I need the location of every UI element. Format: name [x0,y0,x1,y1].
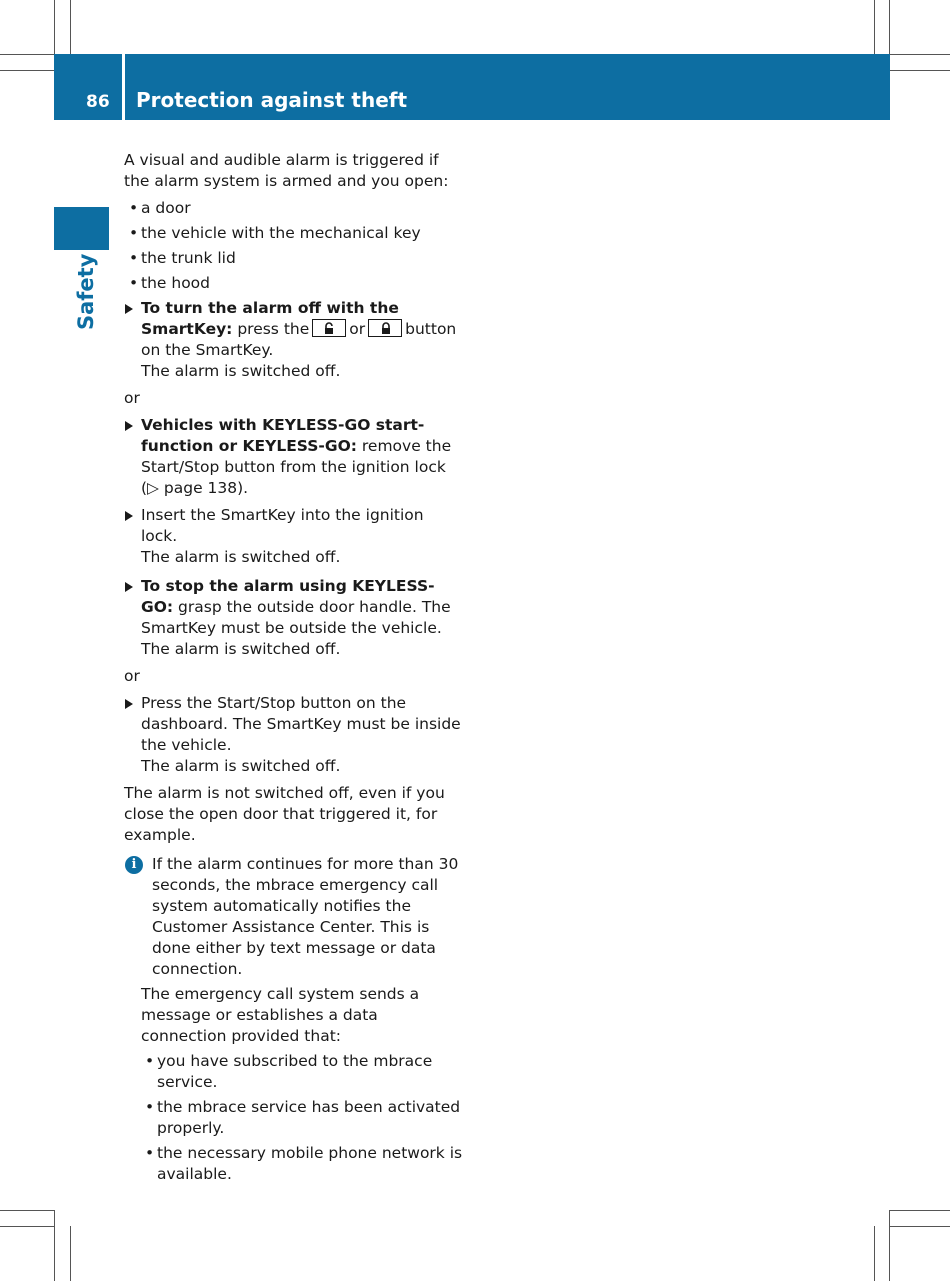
list-item: • the mbrace service has been activated properly. [145,1098,461,1137]
step-result: The alarm is switched off. [141,362,341,380]
triangle-right-icon [125,511,133,521]
list-item: • the necessary mobile phone network is available. [145,1144,463,1183]
crop-mark [70,0,71,54]
list-item: • a door [129,199,191,217]
crop-mark [890,70,950,71]
side-tab-marker [54,207,109,250]
intro-paragraph: A visual and audible alarm is triggered if the alarm system is armed and you open: [124,151,449,190]
step-result: The alarm is switched off. [141,548,341,566]
step-result: The alarm is switched off. [141,640,341,658]
list-item: • you have subscribed to the mbrace service. [145,1052,433,1091]
or-separator: or [124,667,140,685]
page-title: Protection against theft [136,88,408,112]
step-remove-start-stop: Vehicles with KEYLESS-GO start-function or KEYLESS-GO: remove the Start/Stop button from the ignition lock (▷ page 138). [124,415,464,499]
unlock-icon [312,319,346,337]
crop-mark [0,1226,54,1227]
step-stop-alarm-keyless-go: To stop the alarm using KEYLESS-GO: grasp the outside door handle. The SmartKey must be outside the vehicle. The alarm is switched off. [124,576,464,660]
closing-paragraph: The alarm is not switched off, even if you close the open door that triggered it, for example. [124,784,445,844]
triangle-right-icon [125,699,133,709]
triangle-right-icon [125,304,133,314]
main-content [124,150,464,1189]
crop-mark [889,1210,890,1281]
step-result: The alarm is switched off. [141,757,341,775]
crop-mark [890,54,950,55]
side-tab-label: Safety [74,253,98,330]
or-separator: or [124,389,140,407]
crop-mark [54,1210,55,1281]
crop-mark [0,1210,54,1211]
step-insert-smartkey: Insert the SmartKey into the ignition lock. The alarm is switched off. [124,505,464,568]
list-item: • the hood [129,274,210,292]
step-press-start-stop: Press the Start/Stop button on the dashboard. The SmartKey must be inside the vehicle. The alarm is switched off. [124,693,464,777]
step-heading: To stop the alarm using KEYLESS-GO: [141,577,435,616]
note-paragraph: If the alarm continues for more than 30 seconds, the mbrace emergency call system automatically notifies the Customer Assistance Center. This is done either by text message or data connection. [152,855,459,978]
list-item: • the trunk lid [129,249,236,267]
step-turn-alarm-off-smartkey: To turn the alarm off with the SmartKey: press the or button on the SmartKey. The alarm is switched off. [124,298,464,382]
page-number: 86 [86,92,110,112]
triangle-right-icon [125,582,133,592]
note-paragraph: The emergency call system sends a message or establishes a data connection provided that: [141,985,420,1045]
header-divider [122,54,125,120]
crop-mark [0,70,54,71]
step-heading: To turn the alarm off with the SmartKey: [141,299,399,338]
crop-mark [0,54,54,55]
crop-mark [874,0,875,54]
info-note [124,854,464,1185]
lock-icon [368,319,402,337]
crop-mark [890,1210,950,1211]
list-item: • the vehicle with the mechanical key [129,224,421,242]
crop-mark [890,1226,950,1227]
crop-mark [70,1226,71,1281]
step-heading: Vehicles with KEYLESS-GO start-function or KEYLESS-GO: [141,416,425,455]
info-icon: i [125,856,143,874]
triangle-right-icon [125,421,133,431]
crop-mark [874,1226,875,1281]
